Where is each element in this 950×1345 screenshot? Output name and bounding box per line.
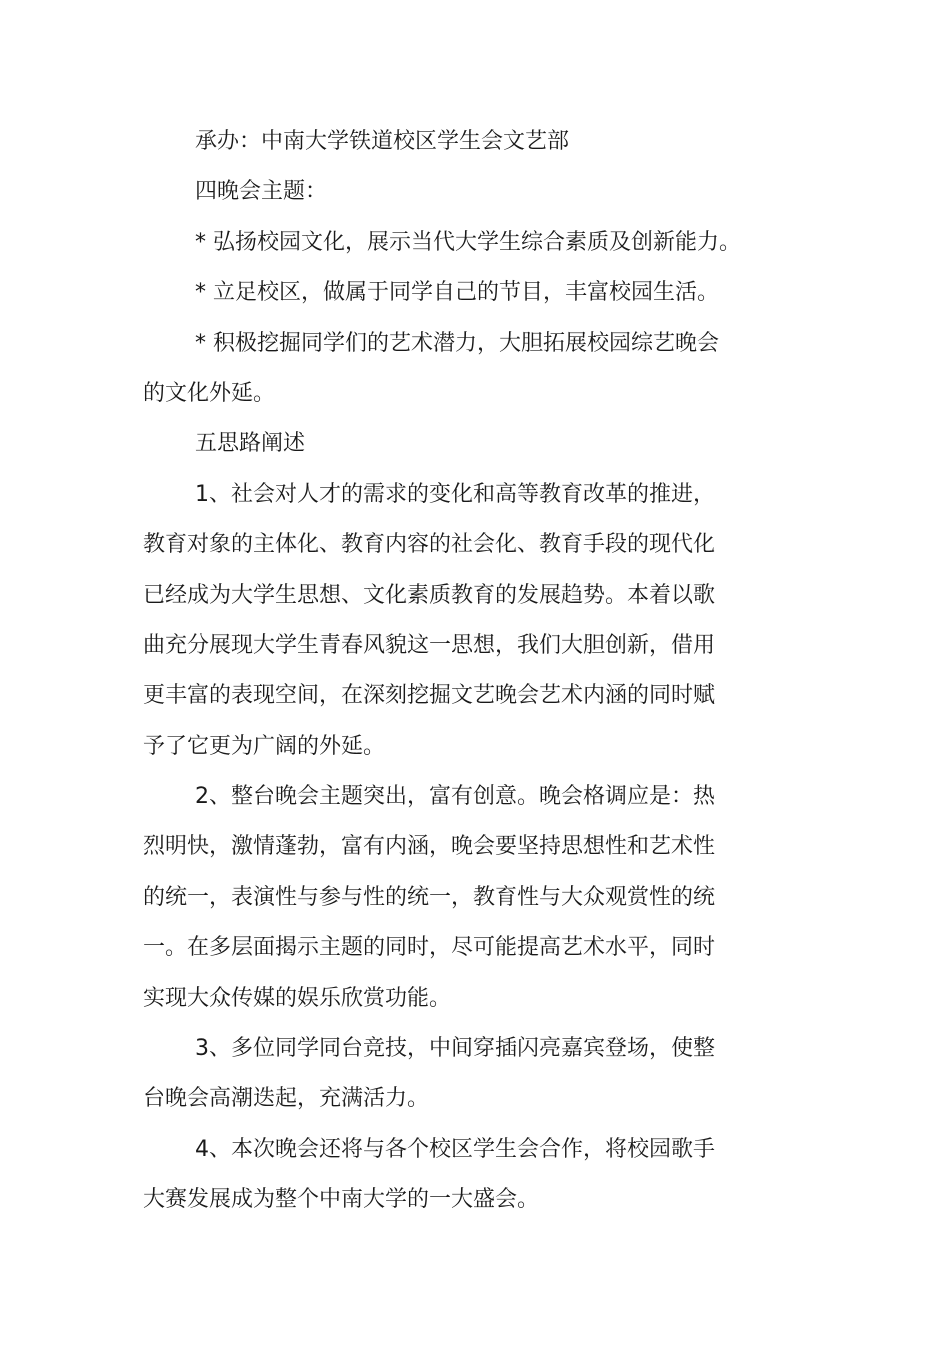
section-heading-theme: 四晚会主题： [195,179,328,205]
paragraph-2-line-4: 一。在多层面揭示主题的同时，尽可能提高艺术水平，同时 [143,935,716,961]
paragraph-4-line-2: 大赛发展成为整个中南大学的一大盛会。 [143,1187,540,1213]
paragraph-1-line-6: 予了它更为广阔的外延。 [143,733,386,759]
paragraph-2-line-5: 实现大众传媒的娱乐欣赏功能。 [143,985,452,1011]
paragraph-3-line-1: 3、多位同学同台竞技，中间穿插闪亮嘉宾登场，使整 [195,1036,715,1062]
theme-bullet-3: * 积极挖掘同学们的艺术潜力，大胆拓展校园综艺晚会 [195,330,719,356]
organizer-line: 承办：中南大学铁道校区学生会文艺部 [195,129,570,154]
paragraph-1-line-1: 1、社会对人才的需求的变化和高等教育改革的推进， [195,481,715,507]
paragraph-4-line-1: 4、本次晚会还将与各个校区学生会合作，将校园歌手 [195,1136,715,1162]
paragraph-1-line-4: 曲充分展现大学生青春风貌这一思想，我们大胆创新，借用 [143,632,716,658]
document-body [143,117,743,1226]
paragraph-2-line-2: 烈明快，激情蓬勃，富有内涵，晚会要坚持思想性和艺术性 [143,834,716,860]
paragraph-1-line-3: 已经成为大学生思想、文化素质教育的发展趋势。本着以歌 [143,582,716,608]
theme-bullet-1: * 弘扬校园文化，展示当代大学生综合素质及创新能力。 [195,229,741,255]
paragraph-1-line-5: 更丰富的表现空间，在深刻挖掘文艺晚会艺术内涵的同时赋 [143,683,716,709]
paragraph-1-line-2: 教育对象的主体化、教育内容的社会化、教育手段的现代化 [143,532,716,558]
paragraph-2-line-3: 的统一，表演性与参与性的统一，教育性与大众观赏性的统 [143,884,716,910]
paragraph-3-line-2: 台晚会高潮迭起，充满活力。 [143,1086,430,1112]
section-heading-approach: 五思路阐述 [195,431,306,457]
theme-bullet-3-cont: 的文化外延。 [143,380,276,406]
theme-bullet-2: * 立足校区，做属于同学自己的节目，丰富校园生活。 [195,280,719,306]
paragraph-2-line-1: 2、整台晚会主题突出，富有创意。晚会格调应是：热 [195,784,715,810]
